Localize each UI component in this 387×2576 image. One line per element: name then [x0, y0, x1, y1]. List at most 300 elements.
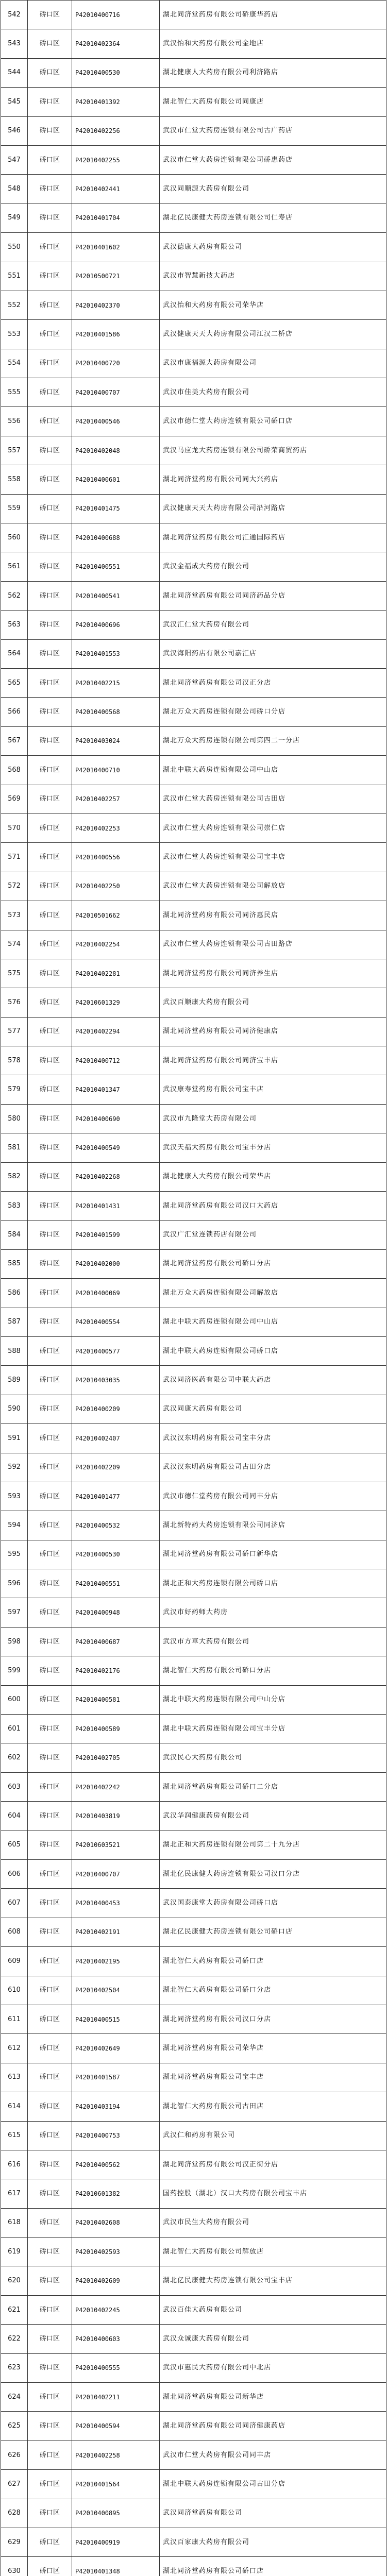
- license-number-cell: P42010400948: [72, 1598, 160, 1627]
- pharmacy-name-cell: 湖北正和大药房连锁有限公司硚口店: [160, 1569, 386, 1598]
- row-number-cell: 550: [1, 233, 28, 262]
- pharmacy-name-cell: 湖北同济堂药房有限公司硚口分店: [160, 1249, 386, 1278]
- row-number-cell: 564: [1, 639, 28, 668]
- pharmacy-name-cell: 武汉仁和药房有限公司: [160, 2121, 386, 2150]
- row-number-cell: 575: [1, 959, 28, 988]
- license-number-cell: P42010402253: [72, 814, 160, 842]
- district-cell: 硚口区: [28, 698, 72, 726]
- pharmacy-name-cell: 湖北亿民康健大药房连锁有限公司仁寿店: [160, 204, 386, 232]
- license-number-cell: P42010402209: [72, 1453, 160, 1482]
- row-number-cell: 623: [1, 2353, 28, 2382]
- row-number-cell: 567: [1, 726, 28, 755]
- district-cell: 硚口区: [28, 2325, 72, 2353]
- table-row: [1, 930, 386, 959]
- license-number-cell: P42010401564: [72, 2470, 160, 2499]
- district-cell: 硚口区: [28, 320, 72, 349]
- table-row: [1, 2179, 386, 2208]
- district-cell: 硚口区: [28, 175, 72, 204]
- pharmacy-name-cell: 湖北同济堂药房有限公司同济健康店: [160, 1017, 386, 1046]
- table-row: [1, 2266, 386, 2295]
- license-number-cell: P42010400530: [72, 1540, 160, 1569]
- row-number-cell: 560: [1, 523, 28, 552]
- pharmacy-name-cell: 武汉市惠民大药房有限公司中北店: [160, 2353, 386, 2382]
- license-number-cell: P42010401347: [72, 1075, 160, 1104]
- row-number-cell: 629: [1, 2528, 28, 2556]
- table-row: [1, 262, 386, 291]
- table-row: [1, 1453, 386, 1482]
- table-row: [1, 1947, 386, 1976]
- pharmacy-name-cell: 武汉百家康大药房有限公司: [160, 2528, 386, 2556]
- pharmacy-name-cell: 武汉市佳美大药房有限公司: [160, 378, 386, 407]
- pharmacy-name-cell: 武汉市仁堂大药房连锁有限公司古田路店: [160, 930, 386, 959]
- table-row: [1, 1395, 386, 1423]
- table-row: [1, 1133, 386, 1162]
- license-number-cell: P42010402215: [72, 668, 160, 697]
- row-number-cell: 562: [1, 581, 28, 610]
- district-cell: 硚口区: [28, 1511, 72, 1540]
- table-row: [1, 2557, 386, 2576]
- pharmacy-name-cell: 武汉市仁堂大药房连锁有限公司崇仁店: [160, 814, 386, 842]
- license-number-cell: P42010400594: [72, 2412, 160, 2441]
- pharmacy-name-cell: 武汉广汇堂连锁药店有限公司: [160, 1221, 386, 1249]
- row-number-cell: 605: [1, 1831, 28, 1859]
- license-number-cell: P42010400712: [72, 1046, 160, 1075]
- row-number-cell: 570: [1, 814, 28, 842]
- table-row: [1, 2383, 386, 2412]
- row-number-cell: 568: [1, 756, 28, 785]
- row-number-cell: 621: [1, 2295, 28, 2324]
- license-number-cell: P42010403024: [72, 726, 160, 755]
- table-row: [1, 407, 386, 436]
- pharmacy-name-cell: 湖北万众大药房连锁有限公司第四二一分店: [160, 726, 386, 755]
- district-cell: 硚口区: [28, 1424, 72, 1453]
- license-number-cell: P42010400556: [72, 843, 160, 872]
- row-number-cell: 545: [1, 88, 28, 116]
- district-cell: 硚口区: [28, 1046, 72, 1075]
- license-number-cell: P42010401431: [72, 1192, 160, 1221]
- district-cell: 硚口区: [28, 291, 72, 319]
- pharmacy-name-cell: 国药控股（湖北）汉口大药房有限公司宝丰店: [160, 2179, 386, 2208]
- license-number-cell: P42010400541: [72, 581, 160, 610]
- district-cell: 硚口区: [28, 1976, 72, 2005]
- license-number-cell: P42010401477: [72, 1482, 160, 1511]
- table-row: [1, 291, 386, 319]
- row-number-cell: 599: [1, 1656, 28, 1685]
- district-cell: 硚口区: [28, 1162, 72, 1191]
- license-number-cell: P42010401704: [72, 204, 160, 232]
- pharmacy-name-cell: 湖北健康人大药房有限公司利济路店: [160, 58, 386, 87]
- district-cell: 硚口区: [28, 2353, 72, 2382]
- row-number-cell: 613: [1, 2063, 28, 2092]
- district-cell: 硚口区: [28, 2528, 72, 2556]
- license-number-cell: P42010400551: [72, 1569, 160, 1598]
- pharmacy-name-cell: 武汉海阳药店有限公司嘉汇店: [160, 639, 386, 668]
- table-row: [1, 233, 386, 262]
- license-number-cell: P42010400753: [72, 2121, 160, 2150]
- license-number-cell: P42010400601: [72, 465, 160, 494]
- license-number-cell: P42010402441: [72, 175, 160, 204]
- district-cell: 硚口区: [28, 2005, 72, 2033]
- district-cell: 硚口区: [28, 2063, 72, 2092]
- license-number-cell: P42010401586: [72, 320, 160, 349]
- row-number-cell: 615: [1, 2121, 28, 2150]
- pharmacy-name-cell: 武汉汇仁堂大药房有限公司: [160, 611, 386, 639]
- table-row: [1, 2034, 386, 2063]
- pharmacy-name-cell: 湖北正和大药房连锁有限公司第二十九分店: [160, 1831, 386, 1859]
- pharmacy-name-cell: 湖北智仁大药房有限公司古田店: [160, 2092, 386, 2121]
- table-row: [1, 2441, 386, 2469]
- license-number-cell: P42010402407: [72, 1424, 160, 1453]
- table-row: [1, 1017, 386, 1046]
- license-number-cell: P42010400530: [72, 58, 160, 87]
- pharmacy-name-cell: 湖北同济堂药房有限公司硚口新华店: [160, 1540, 386, 1569]
- license-number-cell: P42010401392: [72, 88, 160, 116]
- license-number-cell: P42010402649: [72, 2034, 160, 2063]
- district-cell: 硚口区: [28, 872, 72, 901]
- license-number-cell: P42010402364: [72, 29, 160, 58]
- license-number-cell: P42010400895: [72, 2499, 160, 2528]
- license-number-cell: P42010501662: [72, 901, 160, 930]
- license-number-cell: P42010402242: [72, 1772, 160, 1801]
- table-row: [1, 145, 386, 174]
- pharmacy-name-cell: 湖北同济堂药房有限公司汉正分店: [160, 668, 386, 697]
- pharmacy-name-cell: 武汉市仁堂大药房连锁有限公司古广药店: [160, 116, 386, 145]
- row-number-cell: 563: [1, 611, 28, 639]
- row-number-cell: 557: [1, 436, 28, 465]
- license-number-cell: P42010402608: [72, 2208, 160, 2237]
- row-number-cell: 628: [1, 2499, 28, 2528]
- license-number-cell: P42010601382: [72, 2179, 160, 2208]
- table-row: [1, 2238, 386, 2266]
- pharmacy-name-cell: 武汉同康大药房有限公司: [160, 1395, 386, 1423]
- district-cell: 硚口区: [28, 843, 72, 872]
- pharmacy-name-cell: 湖北同济堂药房有限公司硚康华药店: [160, 1, 386, 29]
- row-number-cell: 558: [1, 465, 28, 494]
- row-number-cell: 614: [1, 2092, 28, 2121]
- district-cell: 硚口区: [28, 2238, 72, 2266]
- district-cell: 硚口区: [28, 262, 72, 291]
- row-number-cell: 618: [1, 2208, 28, 2237]
- license-number-cell: P42010402000: [72, 1249, 160, 1278]
- table-row: [1, 639, 386, 668]
- row-number-cell: 565: [1, 668, 28, 697]
- license-number-cell: P42010401553: [72, 639, 160, 668]
- license-number-cell: P42010402255: [72, 145, 160, 174]
- row-number-cell: 586: [1, 1279, 28, 1308]
- row-number-cell: 573: [1, 901, 28, 930]
- row-number-cell: 584: [1, 1221, 28, 1249]
- table-row: [1, 2499, 386, 2528]
- license-number-cell: P42010402245: [72, 2295, 160, 2324]
- license-number-cell: P42010401475: [72, 494, 160, 523]
- row-number-cell: 622: [1, 2325, 28, 2353]
- district-cell: 硚口区: [28, 1802, 72, 1831]
- table-row: [1, 1802, 386, 1831]
- row-number-cell: 617: [1, 2179, 28, 2208]
- pharmacy-name-cell: 湖北智仁大药房有限公司硚口分店: [160, 1656, 386, 1685]
- district-cell: 硚口区: [28, 611, 72, 639]
- row-number-cell: 551: [1, 262, 28, 291]
- pharmacy-name-cell: 武汉百佳大药房有限公司: [160, 2295, 386, 2324]
- district-cell: 硚口区: [28, 1133, 72, 1162]
- license-number-cell: P42010403819: [72, 1802, 160, 1831]
- row-number-cell: 597: [1, 1598, 28, 1627]
- row-number-cell: 554: [1, 349, 28, 378]
- license-number-cell: P42010400687: [72, 1627, 160, 1656]
- pharmacy-name-cell: 武汉市智慧新技大药店: [160, 262, 386, 291]
- row-number-cell: 601: [1, 1715, 28, 1743]
- table-row: [1, 2470, 386, 2499]
- table-row: [1, 1308, 386, 1336]
- row-number-cell: 588: [1, 1336, 28, 1365]
- pharmacy-name-cell: 湖北同济堂药房有限公司同大兴药店: [160, 465, 386, 494]
- pharmacy-name-cell: 湖北亿民康健大药房连锁有限公司硚口店: [160, 1918, 386, 1946]
- row-number-cell: 625: [1, 2412, 28, 2441]
- district-cell: 硚口区: [28, 2295, 72, 2324]
- district-cell: 硚口区: [28, 523, 72, 552]
- license-number-cell: P42010402254: [72, 930, 160, 959]
- table-row: [1, 2092, 386, 2121]
- row-number-cell: 585: [1, 1249, 28, 1278]
- pharmacy-name-cell: 湖北同济堂药房有限公司汇通国际药店: [160, 523, 386, 552]
- row-number-cell: 590: [1, 1395, 28, 1423]
- pharmacy-name-cell: 武汉马应龙大药房连锁有限公司硚荣商贸药店: [160, 436, 386, 465]
- table-row: [1, 1075, 386, 1104]
- pharmacy-name-cell: 湖北中联大药房连锁有限公司中山店: [160, 1308, 386, 1336]
- district-cell: 硚口区: [28, 58, 72, 87]
- table-row: [1, 901, 386, 930]
- row-number-cell: 566: [1, 698, 28, 726]
- row-number-cell: 547: [1, 145, 28, 174]
- table-row: [1, 1860, 386, 1889]
- row-number-cell: 620: [1, 2266, 28, 2295]
- pharmacy-name-cell: 武汉国泰康堂大药房有限公司硚口店: [160, 1889, 386, 1918]
- district-cell: 硚口区: [28, 1017, 72, 1046]
- license-number-cell: P42010402191: [72, 1918, 160, 1946]
- pharmacy-name-cell: 武汉汉东明药房有限公司宝丰分店: [160, 1424, 386, 1453]
- district-cell: 硚口区: [28, 1627, 72, 1656]
- pharmacy-name-cell: 湖北智仁大药房有限公司硚口店: [160, 1947, 386, 1976]
- pharmacy-name-cell: 武汉健康天天大药房有限公司江汉二桥店: [160, 320, 386, 349]
- table-row: [1, 58, 386, 87]
- district-cell: 硚口区: [28, 1395, 72, 1423]
- table-row: [1, 175, 386, 204]
- table-row: [1, 1889, 386, 1918]
- pharmacy-name-cell: 湖北亿民康健大药房连锁有限公司宝丰店: [160, 2266, 386, 2295]
- table-row: [1, 2325, 386, 2353]
- license-number-cell: P42010400919: [72, 2528, 160, 2556]
- district-cell: 硚口区: [28, 1104, 72, 1133]
- row-number-cell: 552: [1, 291, 28, 319]
- district-cell: 硚口区: [28, 436, 72, 465]
- district-cell: 硚口区: [28, 1192, 72, 1221]
- license-number-cell: P42010400577: [72, 1336, 160, 1365]
- license-number-cell: P42010400603: [72, 2325, 160, 2353]
- district-cell: 硚口区: [28, 2383, 72, 2412]
- table-row: [1, 959, 386, 988]
- table-row: [1, 2121, 386, 2150]
- pharmacy-name-cell: 湖北同济堂药房有限公司同济惠民店: [160, 901, 386, 930]
- license-number-cell: P42010400581: [72, 1685, 160, 1714]
- table-row: [1, 988, 386, 1017]
- row-number-cell: 595: [1, 1540, 28, 1569]
- row-number-cell: 543: [1, 29, 28, 58]
- pharmacy-name-cell: 湖北中联大药房连锁有限公司硚口店: [160, 1336, 386, 1365]
- table-row: [1, 611, 386, 639]
- pharmacy-name-cell: 武汉市德仁堂大药房连锁有限公司硚口店: [160, 407, 386, 436]
- pharmacy-name-cell: 武汉汉东明药房有限公司古田分店: [160, 1453, 386, 1482]
- license-number-cell: P42010402268: [72, 1162, 160, 1191]
- district-cell: 硚口区: [28, 204, 72, 232]
- row-number-cell: 555: [1, 378, 28, 407]
- district-cell: 硚口区: [28, 1279, 72, 1308]
- table-row: [1, 1715, 386, 1743]
- license-number-cell: P42010400688: [72, 523, 160, 552]
- row-number-cell: 549: [1, 204, 28, 232]
- pharmacy-name-cell: 武汉同济堂药房有限公司: [160, 2499, 386, 2528]
- license-number-cell: P42010400720: [72, 349, 160, 378]
- district-cell: 硚口区: [28, 1366, 72, 1395]
- table-row: [1, 465, 386, 494]
- license-number-cell: P42010402258: [72, 2441, 160, 2469]
- license-number-cell: P42010400069: [72, 1279, 160, 1308]
- table-row: [1, 523, 386, 552]
- district-cell: 硚口区: [28, 2208, 72, 2237]
- table-body: [1, 1, 386, 2576]
- table-row: [1, 1, 386, 29]
- pharmacy-name-cell: 湖北同济堂药房有限公司宝丰店: [160, 2063, 386, 2092]
- district-cell: 硚口区: [28, 233, 72, 262]
- license-number-cell: P42010400554: [72, 1308, 160, 1336]
- pharmacy-name-cell: 湖北同济堂药房有限公司汉正街分店: [160, 2150, 386, 2179]
- district-cell: 硚口区: [28, 1540, 72, 1569]
- table-row: [1, 1743, 386, 1772]
- pharmacy-list-table: [1, 0, 386, 2576]
- license-number-cell: P42010400568: [72, 698, 160, 726]
- table-row: [1, 1976, 386, 2005]
- row-number-cell: 580: [1, 1104, 28, 1133]
- district-cell: 硚口区: [28, 930, 72, 959]
- district-cell: 硚口区: [28, 2150, 72, 2179]
- district-cell: 硚口区: [28, 1715, 72, 1743]
- district-cell: 硚口区: [28, 988, 72, 1017]
- pharmacy-name-cell: 湖北同济堂药房有限公司同济养生店: [160, 959, 386, 988]
- pharmacy-name-cell: 湖北同济堂药房有限公司新华店: [160, 2383, 386, 2412]
- pharmacy-name-cell: 武汉同顺源大药房有限公司: [160, 175, 386, 204]
- license-number-cell: P42010402176: [72, 1656, 160, 1685]
- pharmacy-name-cell: 湖北万众大药房连锁有限公司硚口分店: [160, 698, 386, 726]
- row-number-cell: 609: [1, 1947, 28, 1976]
- row-number-cell: 577: [1, 1017, 28, 1046]
- license-number-cell: P42010402705: [72, 1743, 160, 1772]
- row-number-cell: 578: [1, 1046, 28, 1075]
- license-number-cell: P42010402257: [72, 785, 160, 814]
- pharmacy-name-cell: 湖北新特药大药房连锁有限公司同济店: [160, 1511, 386, 1540]
- district-cell: 硚口区: [28, 901, 72, 930]
- row-number-cell: 600: [1, 1685, 28, 1714]
- license-number-cell: P42010400453: [72, 1889, 160, 1918]
- pharmacy-name-cell: 武汉民心大药房有限公司: [160, 1743, 386, 1772]
- row-number-cell: 591: [1, 1424, 28, 1453]
- row-number-cell: 630: [1, 2557, 28, 2576]
- district-cell: 硚口区: [28, 1656, 72, 1685]
- table-row: [1, 494, 386, 523]
- district-cell: 硚口区: [28, 1308, 72, 1336]
- row-number-cell: 606: [1, 1860, 28, 1889]
- district-cell: 硚口区: [28, 116, 72, 145]
- pharmacy-name-cell: 湖北同济堂药房有限公司同济药品分店: [160, 581, 386, 610]
- district-cell: 硚口区: [28, 1, 72, 29]
- district-cell: 硚口区: [28, 552, 72, 581]
- table-row: [1, 2412, 386, 2441]
- row-number-cell: 576: [1, 988, 28, 1017]
- row-number-cell: 579: [1, 1075, 28, 1104]
- row-number-cell: 559: [1, 494, 28, 523]
- row-number-cell: 626: [1, 2441, 28, 2469]
- table-row: [1, 436, 386, 465]
- row-number-cell: 581: [1, 1133, 28, 1162]
- table-row: [1, 552, 386, 581]
- table-row: [1, 349, 386, 378]
- district-cell: 硚口区: [28, 1860, 72, 1889]
- table-row: [1, 1772, 386, 1801]
- row-number-cell: 594: [1, 1511, 28, 1540]
- row-number-cell: 616: [1, 2150, 28, 2179]
- table-row: [1, 88, 386, 116]
- pharmacy-name-cell: 武汉健康天天大药房有限公司沿河路店: [160, 494, 386, 523]
- district-cell: 硚口区: [28, 2266, 72, 2295]
- license-number-cell: P42010400716: [72, 1, 160, 29]
- district-cell: 硚口区: [28, 1569, 72, 1598]
- district-cell: 硚口区: [28, 1685, 72, 1714]
- row-number-cell: 611: [1, 2005, 28, 2033]
- license-number-cell: P42010400209: [72, 1395, 160, 1423]
- license-number-cell: P42010402211: [72, 2383, 160, 2412]
- table-row: [1, 872, 386, 901]
- license-number-cell: P42010402370: [72, 291, 160, 319]
- pharmacy-name-cell: 武汉市仁堂大药房连锁有限公司硚惠药店: [160, 145, 386, 174]
- pharmacy-name-cell: 武汉市方草大药房有限公司: [160, 1627, 386, 1656]
- district-cell: 硚口区: [28, 1453, 72, 1482]
- license-number-cell: P42010402048: [72, 436, 160, 465]
- district-cell: 硚口区: [28, 29, 72, 58]
- district-cell: 硚口区: [28, 1598, 72, 1627]
- row-number-cell: 553: [1, 320, 28, 349]
- district-cell: 硚口区: [28, 2179, 72, 2208]
- row-number-cell: 548: [1, 175, 28, 204]
- pharmacy-name-cell: 武汉怡和大药房有限公司金地店: [160, 29, 386, 58]
- table-row: [1, 116, 386, 145]
- row-number-cell: 561: [1, 552, 28, 581]
- row-number-cell: 583: [1, 1192, 28, 1221]
- table-row: [1, 814, 386, 842]
- license-number-cell: P42010402609: [72, 2266, 160, 2295]
- district-cell: 硚口区: [28, 581, 72, 610]
- pharmacy-name-cell: 湖北亿民康健大药房连锁有限公司汉口分店: [160, 1860, 386, 1889]
- pharmacy-name-cell: 湖北中联大药房连锁有限公司古田分店: [160, 2470, 386, 2499]
- pharmacy-name-cell: 湖北智仁大药房有限公司同康店: [160, 88, 386, 116]
- row-number-cell: 607: [1, 1889, 28, 1918]
- district-cell: 硚口区: [28, 756, 72, 785]
- district-cell: 硚口区: [28, 2499, 72, 2528]
- license-number-cell: P42010400551: [72, 552, 160, 581]
- pharmacy-name-cell: 湖北同济堂药房有限公司硚口二分店: [160, 1772, 386, 1801]
- pharmacy-name-cell: 湖北同济堂药房有限公司同济健康药店: [160, 2412, 386, 2441]
- district-cell: 硚口区: [28, 407, 72, 436]
- license-number-cell: P42010400546: [72, 407, 160, 436]
- row-number-cell: 571: [1, 843, 28, 872]
- pharmacy-name-cell: 湖北中联大药房连锁有限公司宝丰分店: [160, 1715, 386, 1743]
